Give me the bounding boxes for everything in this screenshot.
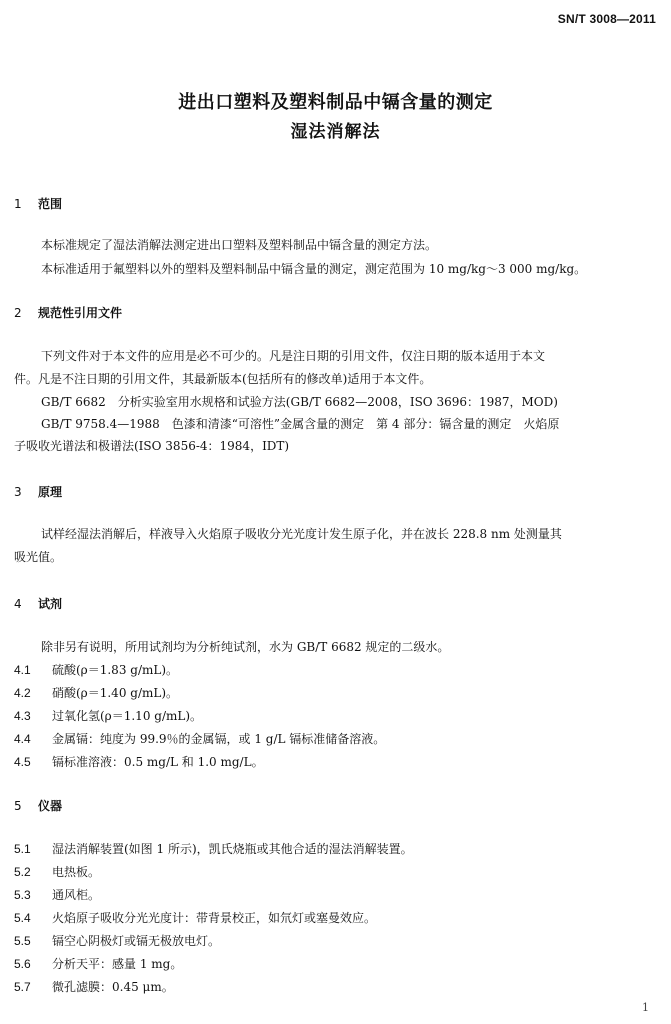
document-title: 进出口塑料及塑料制品中镉含量的测定: [178, 92, 493, 113]
list-item: 4.5 镉标准溶液：0.5 mg/L 和 1.0 mg/L。: [14, 755, 264, 769]
section-heading-principle: 3 原理: [14, 485, 63, 499]
section-heading-instruments: 5 仪器: [14, 799, 63, 813]
paragraph-line: 件。凡是不注日期的引用文件，其最新版本(包括所有的修改单)适用于本文件。: [14, 372, 432, 386]
section-heading-references: 2 规范性引用文件: [14, 306, 123, 320]
reference-entry: GB/T 6682 分析实验室用水规格和试验方法(GB/T 6682—2008，ISO 3696：1987，MOD): [41, 395, 558, 409]
reference-entry: 子吸收光谱法和极谱法(ISO 3856-4：1984，IDT): [14, 439, 290, 453]
paragraph-line: 下列文件对于本文件的应用是必不可少的。凡是注日期的引用文件，仅注日期的版本适用于本文: [41, 349, 546, 363]
list-item: 5.2 电热板。: [14, 865, 101, 879]
section-heading-scope: 1 范围: [14, 197, 63, 211]
paragraph-line: 本标准规定了湿法消解法测定进出口塑料及塑料制品中镉含量的测定方法。: [41, 238, 438, 252]
paragraph-line: 试样经湿法消解后，样液导入火焰原子吸收分光光度计发生原子化，并在波长 228.8 nm 处测量其: [41, 527, 562, 541]
list-item: 4.4 金属镉：纯度为 99.9％的金属镉，或 1 g/L 镉标准储备溶液。: [14, 732, 386, 746]
list-item: 5.1 湿法消解装置(如图 1 所示)，凯氏烧瓶或其他合适的湿法消解装置。: [14, 842, 413, 856]
list-item: 5.6 分析天平：感量 1 mg。: [14, 957, 183, 971]
paragraph-line: 本标准适用于氟塑料以外的塑料及塑料制品中镉含量的测定，测定范围为 10 mg/kg～3 000 mg/kg。: [41, 262, 587, 276]
list-item: 5.4 火焰原子吸收分光光度计：带背景校正，如氘灯或塞曼效应。: [14, 911, 377, 925]
list-item: 4.2 硝酸(ρ＝1.40 g/mL)。: [14, 686, 179, 700]
reference-entry: GB/T 9758.4—1988 色漆和清漆“可溶性”金属含量的测定 第 4 部分：镉含量的测定 火焰原: [41, 417, 560, 431]
section-heading-reagents: 4 试剂: [14, 597, 63, 611]
paragraph-line: 吸光值。: [14, 550, 63, 564]
list-item: 5.7 微孔滤膜：0.45 μm。: [14, 980, 174, 994]
standard-number: SN/T 3008—2011: [557, 12, 656, 26]
document-subtitle: 湿法消解法: [290, 122, 381, 142]
list-item: 5.5 镉空心阴极灯或镉无极放电灯。: [14, 934, 221, 948]
list-item: 5.3 通风柜。: [14, 888, 101, 902]
paragraph-line: 除非另有说明，所用试剂均为分析纯试剂，水为 GB/T 6682 规定的二级水。: [41, 640, 450, 654]
list-item: 4.3 过氧化氢(ρ＝1.10 g/mL)。: [14, 709, 203, 723]
page-number: 1: [642, 1001, 649, 1014]
list-item: 4.1 硫酸(ρ＝1.83 g/mL)。: [14, 663, 179, 677]
